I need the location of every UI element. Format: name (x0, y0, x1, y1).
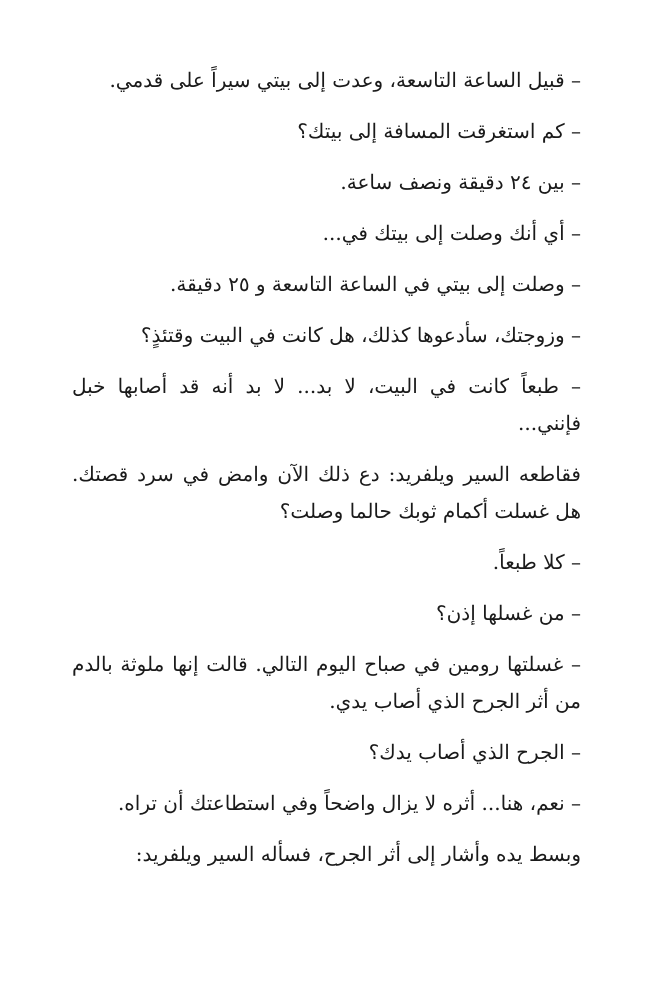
page-text (72, 62, 581, 887)
paragraph-10: – من غسلها إذن؟ (435, 601, 581, 625)
paragraph-8: فقاطعه السير ويلفريد: دع ذلك الآن وامض في سرد قصتك. هل غسلت أكمام ثوبك حالما وصلت؟ (72, 462, 581, 523)
paragraph-14: وبسط يده وأشار إلى أثر الجرح، فسأله السير ويلفريد: (135, 842, 581, 866)
paragraph-2: – كم استغرقت المسافة إلى بيتك؟ (297, 119, 581, 143)
paragraph-12: – الجرح الذي أصاب يدك؟ (368, 740, 581, 764)
paragraph-13: – نعم، هنا... أثره لا يزال واضحاً وفي استطاعتك أن تراه. (117, 791, 581, 815)
paragraph-5: – وصلت إلى بيتي في الساعة التاسعة و ٢٥ دقيقة. (170, 272, 581, 296)
paragraph-9: – كلا طبعاً. (492, 550, 581, 574)
paragraph-6: – وزوجتك، سأدعوها كذلك، هل كانت في البيت وقتئذٍ؟ (140, 323, 581, 347)
paragraph-3: – بين ٢٤ دقيقة ونصف ساعة. (340, 170, 581, 194)
paragraph-1: – قبيل الساعة التاسعة، وعدت إلى بيتي سيراً على قدمي. (109, 68, 581, 92)
paragraph-11: – غسلتها رومين في صباح اليوم التالي. قالت إنها ملوثة بالدم من أثر الجرح الذي أصاب يدي. (72, 652, 581, 713)
paragraph-7: – طبعاً كانت في البيت، لا بد... لا بد أنه قد أصابها خبل فإنني... (72, 374, 581, 435)
paragraph-4: – أي أنك وصلت إلى بيتك في... (322, 221, 581, 245)
